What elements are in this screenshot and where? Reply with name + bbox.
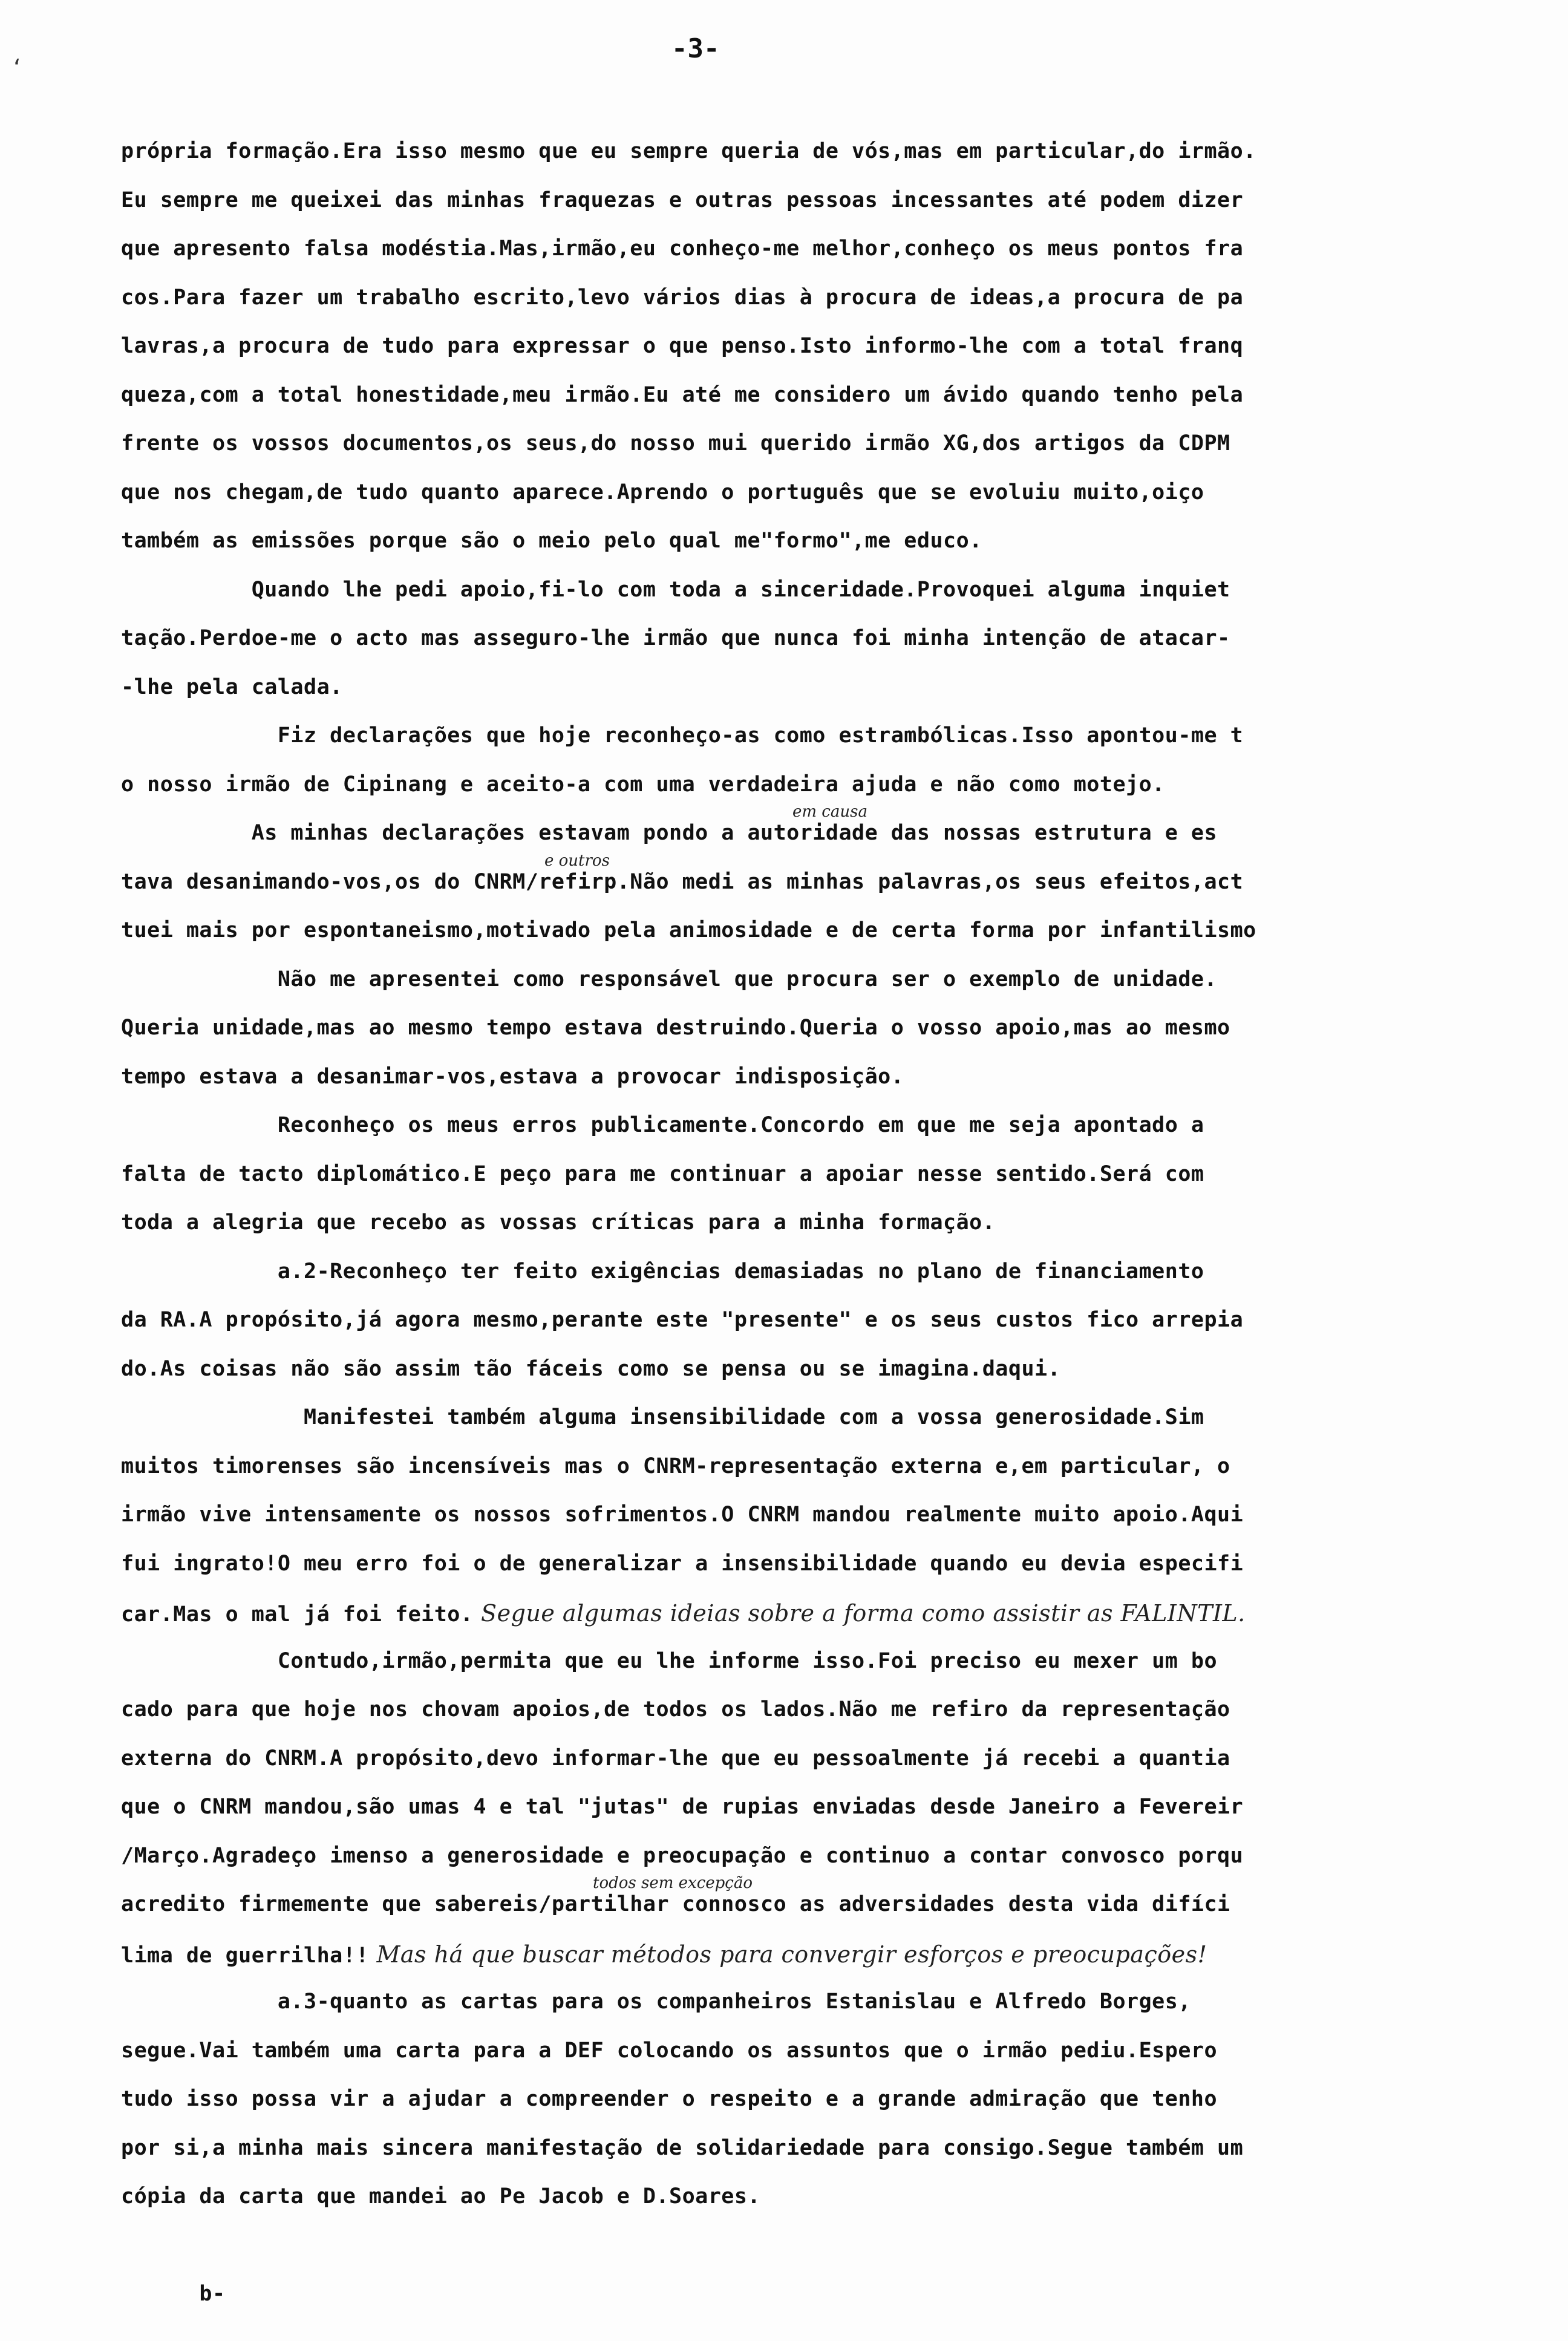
text-line: Queria unidade,mas ao mesmo tempo estava destruindo.Queria o vosso apoio,mas ao mesmo: [121, 1016, 1230, 1040]
text-line: cópia da carta que mandei ao Pe Jacob e D.Soares.: [121, 2184, 761, 2209]
text-line: também as emissões porque são o meio pelo qual me"formo",me educo.: [121, 529, 982, 553]
text-line: b-: [121, 2282, 226, 2306]
text-line: do.As coisas não são assim tão fáceis como se pensa ou se imagina.daqui.: [121, 1357, 1061, 1381]
text-line: tuei mais por espontaneismo,motivado pela animosidade e de certa forma por infantilismo: [121, 918, 1256, 942]
text-line: que apresento falsa modéstia.Mas,irmão,eu conheço-me melhor,conheço os meus pontos fra: [121, 237, 1244, 261]
handwritten-note-metodos: Mas há que buscar métodos para convergir esforços e preocupações!: [368, 1941, 1207, 1968]
text-line: Manifestei também alguma insensibilidade com a vossa generosidade.Sim: [121, 1405, 1204, 1429]
text-line: queza,com a total honestidade,meu irmão.Eu até me considero um ávido quando tenho pela: [121, 383, 1244, 407]
text-line: lima de guerrilha!! Mas há que buscar métodos para convergir esforços e preocupações!: [121, 1941, 1207, 1968]
text-line: acredito firmemente que sabereis/partilhar connosco as adversidades desta vida difíci: [121, 1892, 1230, 1916]
text-line: tação.Perdoe-me o acto mas asseguro-lhe irmão que nunca foi minha intenção de atacar-: [121, 626, 1230, 650]
text-line: frente os vossos documentos,os seus,do nosso mui querido irmão XG,dos artigos da CDPM: [121, 431, 1230, 455]
text-line: -lhe pela calada.: [121, 675, 343, 699]
text-line: Não me apresentei como responsável que procura ser o exemplo de unidade.: [121, 967, 1218, 991]
text-line: a.2-Reconheço ter feito exigências demasiadas no plano de financiamento: [121, 1259, 1204, 1284]
text-line: falta de tacto diplomático.E peço para me continuar a apoiar nesse sentido.Será com: [121, 1162, 1204, 1186]
text-line: tudo isso possa vir a ajudar a compreender o respeito e a grande admiração que tenho: [121, 2087, 1218, 2111]
text-line: tava desanimando-vos,os do CNRM/refirp.Não medi as minhas palavras,os seus efeitos,act: [121, 870, 1244, 894]
text-line: cado para que hoje nos chovam apoios,de todos os lados.Não me refiro da representação: [121, 1697, 1230, 1722]
text-line: por si,a minha mais sincera manifestação de solidariedade para consigo.Segue também um: [121, 2136, 1244, 2160]
text-line: Quando lhe pedi apoio,fi-lo com toda a sinceridade.Provoquei alguma inquiet: [121, 578, 1230, 602]
text-line: a.3-quanto as cartas para os companheiros Estanislau e Alfredo Borges,: [121, 1990, 1191, 2014]
stray-mark: ‘: [13, 54, 21, 82]
text-line: Fiz declarações que hoje reconheço-as como estrambólicas.Isso apontou-me t: [121, 723, 1244, 748]
handwritten-note-falintil: Segue algumas ideias sobre a forma como assistir as FALINTIL.: [473, 1600, 1246, 1627]
text-line: que nos chegam,de tudo quanto aparece.Aprendo o português que se evoluiu muito,oiço: [121, 480, 1204, 504]
text-line: própria formação.Era isso mesmo que eu sempre queria de vós,mas em particular,do irmão.: [121, 139, 1256, 163]
text-line: muitos timorenses são incensíveis mas o CNRM-representação externa e,em particular, o: [121, 1454, 1230, 1478]
text-line: Contudo,irmão,permita que eu lhe informe isso.Foi preciso eu mexer um bo: [121, 1649, 1218, 1673]
text-line: fui ingrato!O meu erro foi o de generalizar a insensibilidade quando eu devia especifi: [121, 1552, 1244, 1576]
text-line: lavras,a procura de tudo para expressar o que penso.Isto informo-lhe com a total franq: [121, 334, 1244, 358]
page-number: -3-: [671, 33, 720, 64]
text-line: toda a alegria que recebo as vossas críticas para a minha formação.: [121, 1210, 996, 1235]
text-line: car.Mas o mal já foi feito. Segue algumas ideias sobre a forma como assistir as FALINTIL.: [121, 1600, 1246, 1627]
text-line: da RA.A propósito,já agora mesmo,perante este "presente" e os seus custos fico arrepia: [121, 1308, 1244, 1332]
text-line: que o CNRM mandou,são umas 4 e tal "jutas" de rupias enviadas desde Janeiro a Fevereir: [121, 1795, 1244, 1819]
text-line: o nosso irmão de Cipinang e aceito-a com uma verdadeira ajuda e não como motejo.: [121, 772, 1165, 797]
handwritten-insert-e-outros: e outros: [544, 852, 610, 870]
text-line: Reconheço os meus erros publicamente.Concordo em que me seja apontado a: [121, 1113, 1204, 1137]
text-line: Eu sempre me queixei das minhas fraquezas e outras pessoas incessantes até podem dizer: [121, 188, 1244, 212]
text-line: externa do CNRM.A propósito,devo informar-lhe que eu pessoalmente já recebi a quantia: [121, 1746, 1230, 1771]
text-line: /Março.Agradeço imenso a generosidade e preocupação e continuo a contar convosco porqu: [121, 1844, 1244, 1868]
handwritten-insert-em-causa: em causa: [792, 803, 867, 821]
text-line: As minhas declarações estavam pondo a autoridade das nossas estrutura e es: [121, 821, 1218, 845]
handwritten-insert-todos-sem-excepcao: todos sem excepção: [593, 1874, 753, 1892]
text-line: irmão vive intensamente os nossos sofrimentos.O CNRM mandou realmente muito apoio.Aqui: [121, 1503, 1244, 1527]
text-line: cos.Para fazer um trabalho escrito,levo vários dias à procura de ideas,a procura de pa: [121, 286, 1244, 310]
text-line: segue.Vai também uma carta para a DEF colocando os assuntos que o irmão pediu.Espero: [121, 2039, 1218, 2063]
text-line: tempo estava a desanimar-vos,estava a provocar indisposição.: [121, 1065, 904, 1089]
